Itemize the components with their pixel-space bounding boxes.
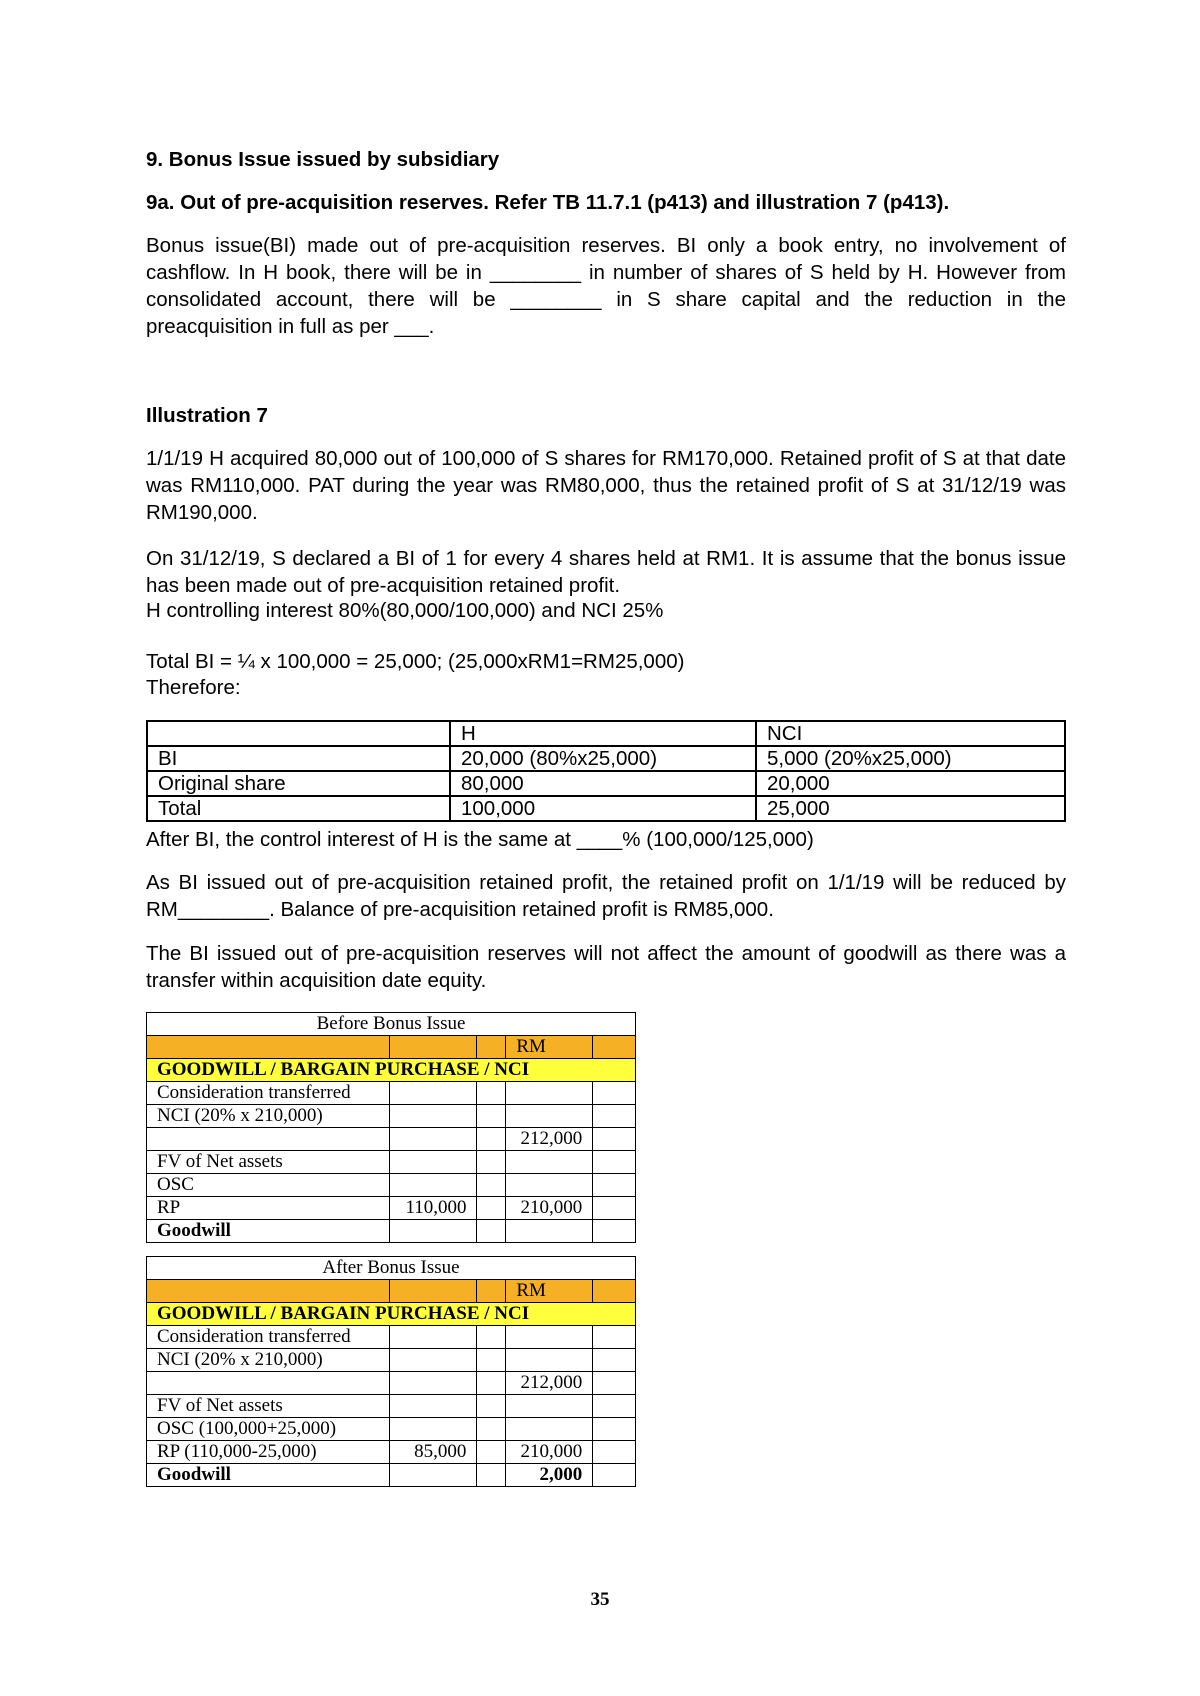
table-cell: 5,000 (20%x25,000) xyxy=(756,746,1065,771)
table-row xyxy=(147,771,1065,796)
table-cell: Consideration transferred xyxy=(147,1326,390,1349)
table-cell: OSC (100,000+25,000) xyxy=(147,1418,390,1441)
rm-label: RM xyxy=(506,1280,593,1303)
table-caption-row xyxy=(147,1013,636,1036)
rm-label: RM xyxy=(506,1036,593,1059)
share-table-header-cell: H xyxy=(450,721,756,746)
table-row xyxy=(147,1082,636,1105)
section-heading: 9. Bonus Issue issued by subsidiary xyxy=(146,148,500,171)
section-title-row xyxy=(147,1303,636,1326)
table-cell: FV of Net assets xyxy=(147,1395,390,1418)
table-cell: NCI (20% x 210,000) xyxy=(147,1105,390,1128)
table-row xyxy=(147,1174,636,1197)
table-row xyxy=(147,1128,636,1151)
table-cell: RP xyxy=(147,1197,390,1220)
table-row xyxy=(147,1151,636,1174)
reduction-paragraph: As BI issued out of pre-acquisition retained profit, the retained profit on 1/1/19 will be reduced by RM________. Balance of pre-acquisition retained profit is RM85,000. xyxy=(146,871,1066,921)
total-bi-line: Total BI = ¼ x 100,000 = 25,000; (25,000xRM1=RM25,000) xyxy=(146,650,685,673)
table-cell: Goodwill xyxy=(147,1464,390,1487)
table-row xyxy=(147,1372,636,1395)
rm-header-row xyxy=(147,1036,636,1059)
table-cell: BI xyxy=(147,746,450,771)
table-row xyxy=(147,1105,636,1128)
section-subheading: 9a. Out of pre-acquisition reserves. Refer TB 11.7.1 (p413) and illustration 7 (p413). xyxy=(146,191,950,214)
illustration-title: Illustration 7 xyxy=(146,404,268,427)
table-cell: 25,000 xyxy=(756,796,1065,821)
therefore-line: Therefore: xyxy=(146,676,241,699)
intro-paragraph: Bonus issue(BI) made out of pre-acquisition reserves. BI only a book entry, no involvement of cashflow. In H book, there will be in ________ in number of shares of S held by H. However from consolidated account, there will be ________ in S share capital and the reduction in the preacquisition in full as per ___. xyxy=(146,234,1066,338)
table-row xyxy=(147,1418,636,1441)
controlling-interest-line: H controlling interest 80%(80,000/100,000) and NCI 25% xyxy=(146,599,664,622)
table-cell: Goodwill xyxy=(147,1220,390,1243)
table-caption: After Bonus Issue xyxy=(147,1257,636,1280)
table-cell: 210,000 xyxy=(506,1197,593,1220)
table-row xyxy=(147,1464,636,1487)
table-cell: NCI (20% x 210,000) xyxy=(147,1349,390,1372)
table-cell: RP (110,000-25,000) xyxy=(147,1441,390,1464)
goodwill-after-table xyxy=(146,1256,636,1487)
table-row xyxy=(147,1220,636,1243)
share-table-header-cell: NCI xyxy=(756,721,1065,746)
share-table-header xyxy=(147,721,1065,746)
section-title: GOODWILL / BARGAIN PURCHASE / NCI xyxy=(147,1303,636,1326)
table-cell: 85,000 xyxy=(389,1441,477,1464)
share-table-header-cell xyxy=(147,721,450,746)
table-cell: 2,000 xyxy=(506,1464,593,1487)
page-number: 35 xyxy=(590,1589,610,1610)
table-row xyxy=(147,1441,636,1464)
table-row xyxy=(147,1326,636,1349)
table-cell: 100,000 xyxy=(450,796,756,821)
share-table xyxy=(146,720,1066,822)
table-caption: Before Bonus Issue xyxy=(147,1013,636,1036)
table-row xyxy=(147,746,1065,771)
control-interest-line: After BI, the control interest of H is the same at ____% (100,000/125,000) xyxy=(146,828,814,851)
table-cell: 210,000 xyxy=(506,1441,593,1464)
table-row xyxy=(147,1395,636,1418)
table-cell xyxy=(506,1220,593,1243)
table-cell: 110,000 xyxy=(389,1197,477,1220)
table-cell: Consideration transferred xyxy=(147,1082,390,1105)
table-cell: OSC xyxy=(147,1174,390,1197)
table-caption-row xyxy=(147,1257,636,1280)
table-row xyxy=(147,1197,636,1220)
table-cell: Total xyxy=(147,796,450,821)
table-cell: Original share xyxy=(147,771,450,796)
rm-header-row xyxy=(147,1280,636,1303)
table-row xyxy=(147,796,1065,821)
section-title-row xyxy=(147,1059,636,1082)
table-cell: 212,000 xyxy=(506,1372,593,1395)
table-cell: FV of Net assets xyxy=(147,1151,390,1174)
table-cell: 20,000 xyxy=(756,771,1065,796)
illustration-paragraph-2: On 31/12/19, S declared a BI of 1 for every 4 shares held at RM1. It is assume that the bonus issue has been made out of pre-acquisition retained profit. xyxy=(146,547,1066,597)
table-cell: 80,000 xyxy=(450,771,756,796)
goodwill-paragraph: The BI issued out of pre-acquisition reserves will not affect the amount of goodwill as there was a transfer within acquisition date equity. xyxy=(146,942,1066,992)
illustration-paragraph-1: 1/1/19 H acquired 80,000 out of 100,000 of S shares for RM170,000. Retained profit of S at that date was RM110,000. PAT during the year was RM80,000, thus the retained profit of S at 31/12/19 was RM190,000. xyxy=(146,447,1066,524)
table-cell: 212,000 xyxy=(506,1128,593,1151)
goodwill-before-table xyxy=(146,1012,636,1243)
table-cell: 20,000 (80%x25,000) xyxy=(450,746,756,771)
table-row xyxy=(147,1349,636,1372)
section-title: GOODWILL / BARGAIN PURCHASE / NCI xyxy=(147,1059,636,1082)
